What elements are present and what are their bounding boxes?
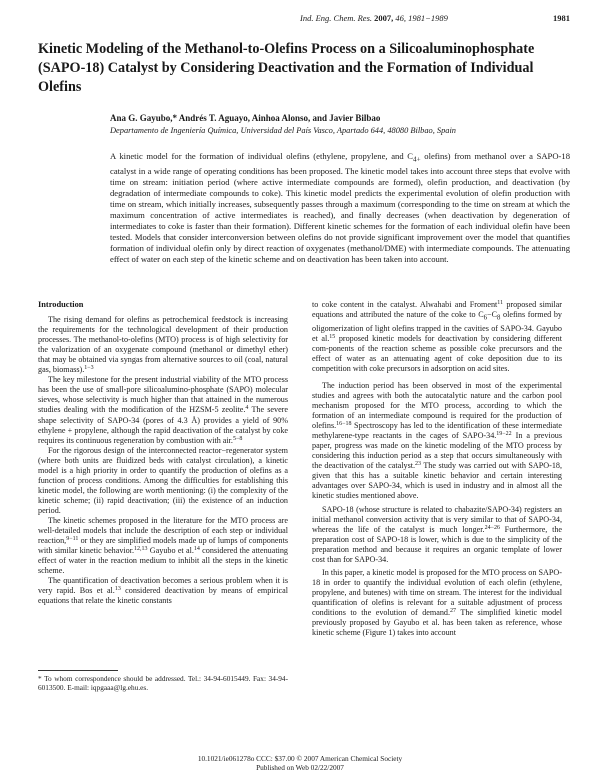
- journal-year: 2007,: [374, 13, 394, 23]
- footnote-rule: [38, 670, 118, 671]
- published-date: Published on Web 02/22/2007: [256, 763, 344, 772]
- author-list: Ana G. Gayubo,* Andrés T. Aguayo, Ainhoa Alonso, and Javier Bilbao: [110, 113, 381, 123]
- article-title: Kinetic Modeling of the Methanol-to-Olefins Process on a Silicoaluminophosphate (SAPO-18) Catalyst by Considering Deactivation and the Formation of Individual Olefins: [38, 41, 535, 95]
- journal-pages: 1981−1989: [408, 13, 448, 23]
- paragraph: In this paper, a kinetic model is proposed for the MTO process on SAPO-18 in order to quantify the individual evolution of each olefin (ethylene, propylene, and butenes) with time on stream. The interest for the individual quantification of olefins is relevant for a suitable adjustment of process conditions to the evolution of demand.$^{27}$ The simplified kinetic model previously proposed by Gayubo et al. has been taken as reference, whose kinetic scheme (Figure 1) takes into account: [312, 567, 562, 638]
- paragraph: The key milestone for the present industrial viability of the MTO process has been the use of small-pore silicoalumino-phosphate (SAPO) molecular sieves, whose selectivity is much higher than that attained in the numerous studies dealing with the modification of the HZSM-5 zeolite.$^4$ The severe shape selectivity of SAPO-34 (pores of 4.3 Å) provides a yield of 90% ethylene + propylene, although the rapid deactivation of the catalyst by coke requires its continuous regeneration by combustion with air.$^{5-8}$: [38, 375, 288, 445]
- journal-citation: [300, 13, 448, 23]
- doi-line: 10.1021/ie061278o CCC: $37.00 © 2007 American Chemical Society: [197, 754, 403, 763]
- paragraph: The induction period has been observed in most of the experimental studies and agrees with both the autocatalytic nature and the carbon pool mechanism proposed for the MTO process, according to which the formation of an intermediate compound is required for the production of olefins.$^{16-18}$ Spectroscopy has led to the identification of these intermediate methylarene-type reactants in the cages of SAPO-34.$^{19-22}$ In a previous paper, progress was made on the kinetic modeling of the MTO process by considering this induction period as a step that occurs simultaneously with the deactivation of the catalyst.$^{23}$ The study was carried out with SAPO-18, given that this has a suitable kinetic behavior and certain interesting advantages over SAPO-34, which is used in industry and in almost all the kinetic studies mentioned above.: [312, 380, 563, 501]
- running-header: [0, 10, 600, 24]
- doi-block: [0, 754, 600, 772]
- paragraph: The quantification of deactivation becomes a serious problem when it is very rapid. Bos et al.$^{13}$ considered deactivation by means of empirical equations that relate the kinetic constants: [38, 576, 288, 606]
- abstract: A kinetic model for the formation of individual olefins (ethylene, propylene, and $C_{4+}$ olefins) from methanol over a SAPO-18 catalyst in a wide range of operating conditions has been proposed. The kinetic model takes into account three steps that evolve with time on stream: initiation period (where active intermediate compounds are formed), olefin production, and deactivation (by degradation of intermediate compounds to coke). This kinetic model predicts the experimental evolution of olefin production with time on stream, which initially increases, subsequently passes through a maximum (corresponding to the time on stream at which the maximum concentration of active intermediates is reached), and finally decreases (when deactivation by degeneration of intermediates to coke is faster than their formation). Different kinetic schemes for the formation of each individual olefin have been tested. Models that consider interconversion between olefins do not provide significant improvement over the model that quantifies formation of individual olefin only by direct reaction of oxygenates (methanol/DME) with intermediate compounds. The attenuating effect of water on each step of the kinetic scheme and on deactivation has been taken into account.: [110, 151, 571, 265]
- correspondence-footnote: * To whom correspondence should be addressed. Tel.: 34-94-6015449. Fax: 34-94-6013500. E-mail: iqpgaaa@lg.ehu.es.: [38, 674, 288, 692]
- paragraph: to coke content in the catalyst. Alwahabi and Froment$^{11}$ proposed similar equations and attributed the nature of the coke to $C_6-C_8$ olefins formed by oligomerization of light olefins trapped in the cavities of SAPO-34. Gayubo et al.$^{15}$ proposed kinetic models for deactivation by considering different com-ponents of the reaction scheme as possible coke precursors and the effect of water as an attenuating agent of coke deposition due to its competition with coke precursors in adsorption on acid sites.: [312, 300, 562, 373]
- left-column: [38, 300, 288, 606]
- journal-name: Ind. Eng. Chem. Res.: [300, 13, 373, 23]
- paragraph: For the rigorous design of the interconnected reactor−regenerator system (where both units are fluidized beds with catalyst circulation), a kinetic model is a high priority in order to quantify the production of olefins as a function of process conditions. Among the difficulties for establishing this kinetic model, the following are worth mentioning: (i) the complexity of the kinetic scheme; (ii) rapid deactivation; (iii) the existence of an induction period.: [38, 445, 288, 515]
- right-column: [312, 300, 562, 638]
- page-number: 1981: [553, 13, 570, 23]
- journal-volume: 46,: [395, 13, 407, 23]
- section-heading-introduction: Introduction: [38, 300, 84, 309]
- paragraph: The rising demand for olefins as petrochemical feedstock is increasing the requirements for the technological development of their production processes. The methanol-to-olefins (MTO) process is of high selectivity for the valorization of an oxygenate compound (methanol or dimethyl ether) that may be obtained via syngas from alternative sources to oil (coal, natural gas, biomass).$^{1-3}$: [38, 315, 288, 375]
- paragraph: The kinetic schemes proposed in the literature for the MTO process are well-detailed models that include the description of each step or individual reaction,$^{9-11}$ or they are simplified models made up of lumps of components with similar kinetic behavior.$^{12,13}$ Gayubo et al.$^{14}$ considered the attenuating effect of water in the reaction medium to inhibit all the steps in the kinetic scheme.: [38, 515, 288, 576]
- affiliation: Departamento de Ingeniería Química, Universidad del País Vasco, Apartado 644, 48080 Bilbao, Spain: [110, 126, 456, 135]
- paragraph: SAPO-18 (whose structure is related to chabazite/SAPO-34) registers an initial methanol conversion activity that is very similar to that of SAPO-34, whereas the life of the catalyst is much longer.$^{24-26}$ Furthermore, the preparation cost of SAPO-18 is lower, which is due to the simplicity of the preparation method and because it requires an organic template of lower cost than for SAPO-34.: [312, 504, 562, 564]
